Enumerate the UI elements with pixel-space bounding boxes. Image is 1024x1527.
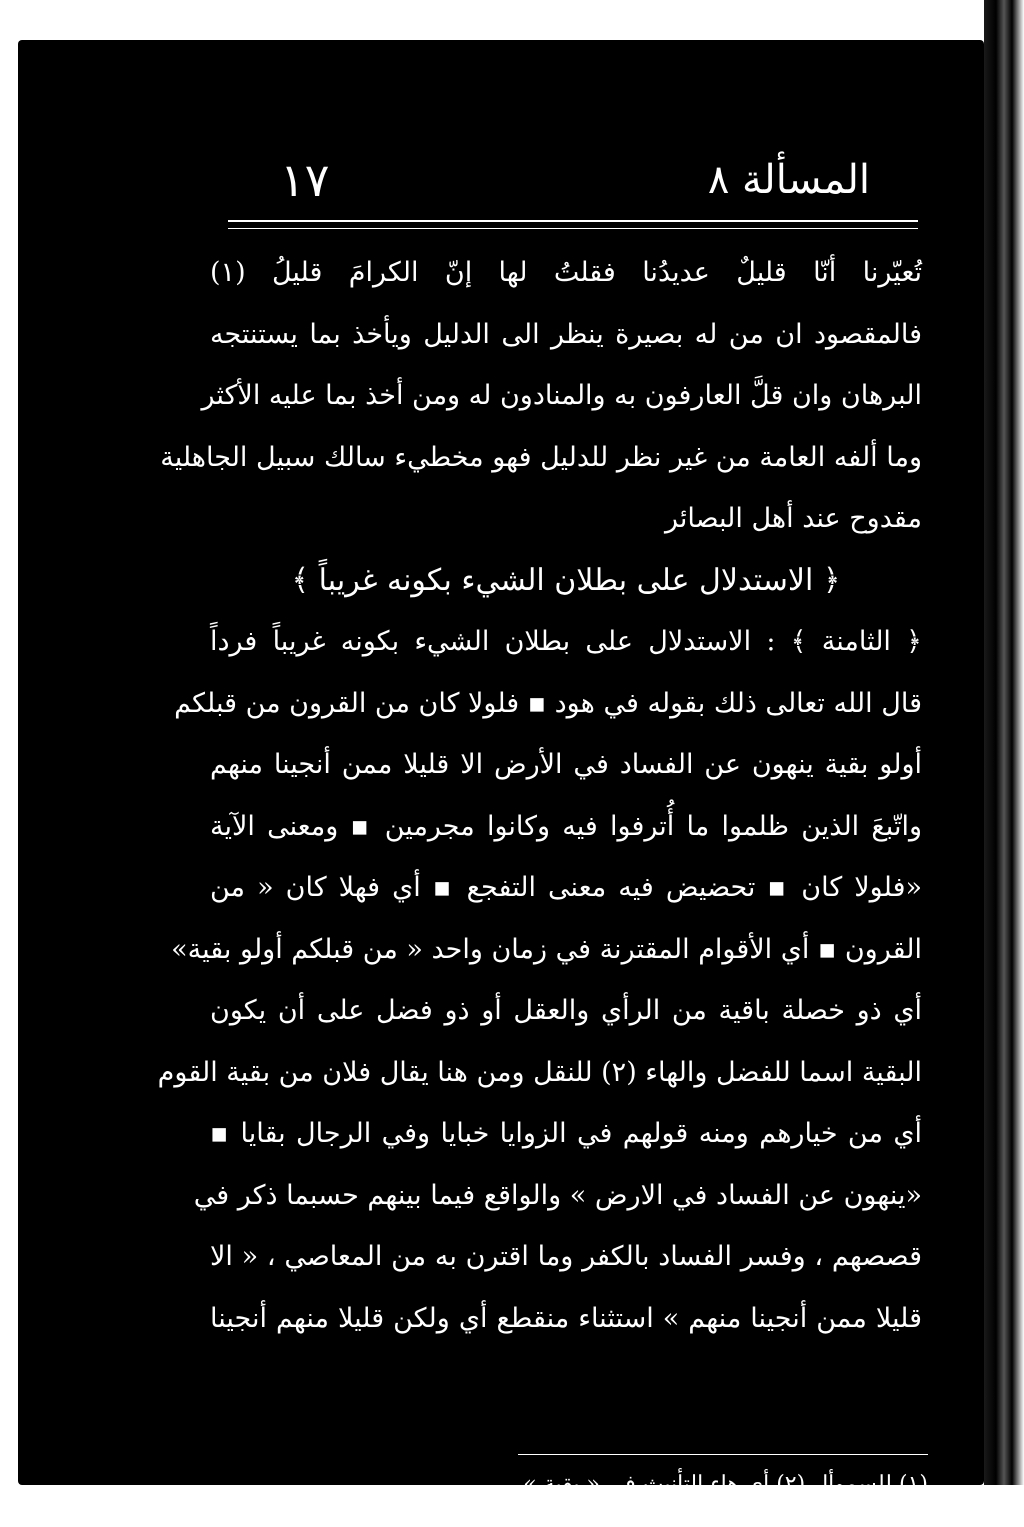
footnote-rule: [518, 1454, 928, 1455]
text-line: واتّبعَ الذين ظلموا ما أُترفوا فيه وكانوا مجرمين ▪ ومعنى الآية: [210, 810, 922, 842]
section-heading: ﴿ الاستدلال على بطلان الشيء بكونه غريباً ﴾: [291, 562, 841, 598]
text-line: قصصهم ، وفسر الفساد بالكفر وما اقترن به من المعاصي ، « الا: [210, 1241, 922, 1272]
text-line: قال الله تعالى ذلك بقوله في هود ▪ فلولا كان من القرون من قبلكم: [174, 687, 922, 719]
text-line: البرهان وان قلَّ العارفون به والمنادون له ومن أخذ بما عليه الأكثر: [201, 380, 922, 411]
text-line: قليلا ممن أنجينا منهم » استثناء منقطع أي ولكن قليلا منهم أنجينا: [210, 1302, 922, 1334]
header-rule-thin: [228, 228, 918, 229]
running-header: [210, 150, 930, 220]
body-text: [157, 242, 922, 1349]
text-line: البقية اسما للفضل والهاء (٢) للنقل ومن هنا يقال فلان من بقية القوم: [157, 1056, 922, 1088]
text-line: «فلولا كان ▪ تحضيض فيه معنى التفجع ▪ أي فهلا كان « من: [210, 872, 922, 903]
text-line: أولو بقية ينهون عن الفساد في الأرض الا قليلا ممن أنجينا منهم: [210, 749, 922, 780]
text-line: مقدوح عند أهل البصائر: [664, 503, 922, 534]
text-line: تُعيّرنا أنّا قليلٌ عديدُنا فقلتُ لها إنّ الكرامَ قليلُ (١): [210, 257, 922, 288]
footnotes: (١) للسموأل (٢) أي هاء التأنيث في « بقية »: [523, 1472, 928, 1497]
text-line: وما ألفه العامة من غير نظر للدليل فهو مخطيء سالك سبيل الجاهلية: [160, 441, 922, 473]
book-edge: [984, 0, 1024, 1527]
book-page: [157, 150, 930, 1497]
page-number: ١٧: [280, 153, 330, 207]
header-rule: [228, 220, 918, 222]
text-line: أي من خيارهم ومنه قولهم في الزوايا خبايا وفي الرجال بقايا ▪: [210, 1118, 922, 1149]
text-line: فالمقصود ان من له بصيرة ينظر الى الدليل ويأخذ بما يستنتجه: [210, 318, 922, 350]
text-line: أي ذو خصلة باقية من الرأي والعقل أو ذو فضل على أن يكون: [210, 995, 922, 1026]
text-line: «ينهون عن الفساد في الارض » والواقع فيما بينهم حسبما ذكر في: [193, 1179, 922, 1211]
text-line: ﴿ الثامنة ﴾ : الاستدلال على بطلان الشيء بكونه غريباً فرداً: [210, 626, 922, 657]
text-line: القرون ▪ أي الأقوام المقترنة في زمان واحد « من قبلكم أولو بقية»: [171, 933, 922, 965]
section-title: المسألة ٨: [707, 157, 870, 203]
